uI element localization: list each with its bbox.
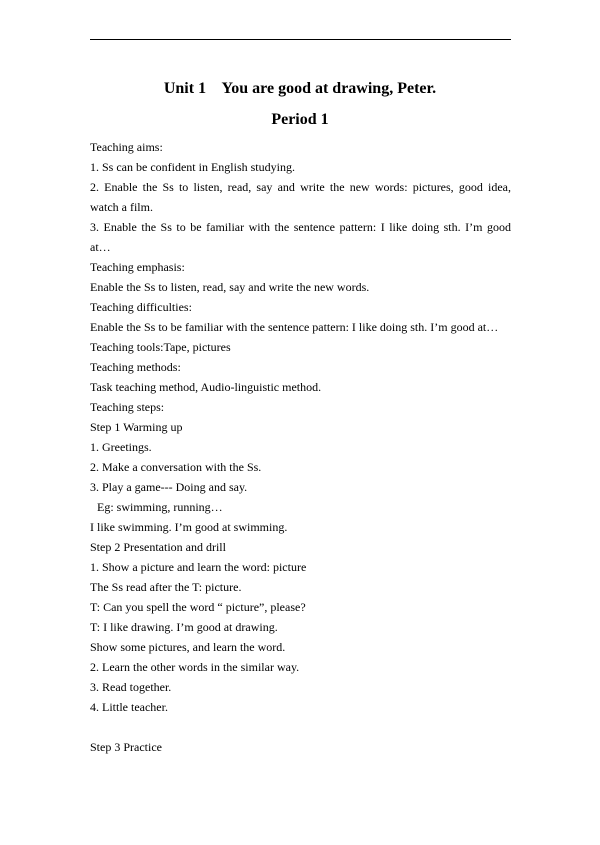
text-line: Eg: swimming, running… bbox=[97, 500, 223, 514]
text-line: 1. Show a picture and learn the word: picture bbox=[90, 560, 307, 574]
text-line: The Ss read after the T: picture. bbox=[90, 580, 242, 594]
text-line: watch a film. bbox=[90, 200, 153, 214]
blank-line bbox=[90, 717, 511, 737]
step-heading: Step 3 Practice bbox=[90, 740, 162, 754]
section-heading: Teaching steps: bbox=[90, 400, 165, 414]
text-line: 1. Ss can be confident in English studying. bbox=[90, 160, 295, 174]
text-line: 3. Play a game--- Doing and say. bbox=[90, 480, 248, 494]
text-line: T: I like drawing. I’m good at drawing. bbox=[90, 620, 278, 634]
unit-title: Unit 1 You are good at drawing, Peter. bbox=[163, 80, 437, 97]
section-heading: Teaching tools:Tape, pictures bbox=[90, 340, 231, 354]
period-title: Period 1 bbox=[271, 111, 329, 128]
text-line: at… bbox=[90, 240, 111, 254]
section-heading: Teaching emphasis: bbox=[90, 260, 185, 274]
text-line: Enable the Ss to listen, read, say and write the new words. bbox=[90, 280, 370, 294]
text-line: 1. Greetings. bbox=[90, 440, 152, 454]
header-rule bbox=[90, 39, 511, 40]
text-line: T: Can you spell the word “ picture”, please? bbox=[90, 600, 306, 614]
text-line: 3. Enable the Ss to be familiar with the sentence pattern: I like doing sth. I’m good bbox=[90, 220, 511, 234]
lesson-plan-body bbox=[90, 137, 511, 757]
step-heading: Step 1 Warming up bbox=[90, 420, 183, 434]
step-heading: Step 2 Presentation and drill bbox=[90, 540, 226, 554]
section-heading: Teaching aims: bbox=[90, 140, 163, 154]
text-line: 3. Read together. bbox=[90, 680, 172, 694]
text-line: Show some pictures, and learn the word. bbox=[90, 640, 286, 654]
section-heading: Teaching methods: bbox=[90, 360, 181, 374]
text-line: I like swimming. I’m good at swimming. bbox=[90, 520, 288, 534]
text-line: 2. Enable the Ss to listen, read, say and write the new words: pictures, good idea, bbox=[90, 180, 511, 194]
text-line: 2. Learn the other words in the similar way. bbox=[90, 660, 300, 674]
section-heading: Teaching difficulties: bbox=[90, 300, 192, 314]
text-line: Task teaching method, Audio-linguistic method. bbox=[90, 380, 322, 394]
text-line: Enable the Ss to be familiar with the sentence pattern: I like doing sth. I’m good at… bbox=[90, 320, 499, 334]
text-line: 4. Little teacher. bbox=[90, 700, 168, 714]
text-line: 2. Make a conversation with the Ss. bbox=[90, 460, 262, 474]
